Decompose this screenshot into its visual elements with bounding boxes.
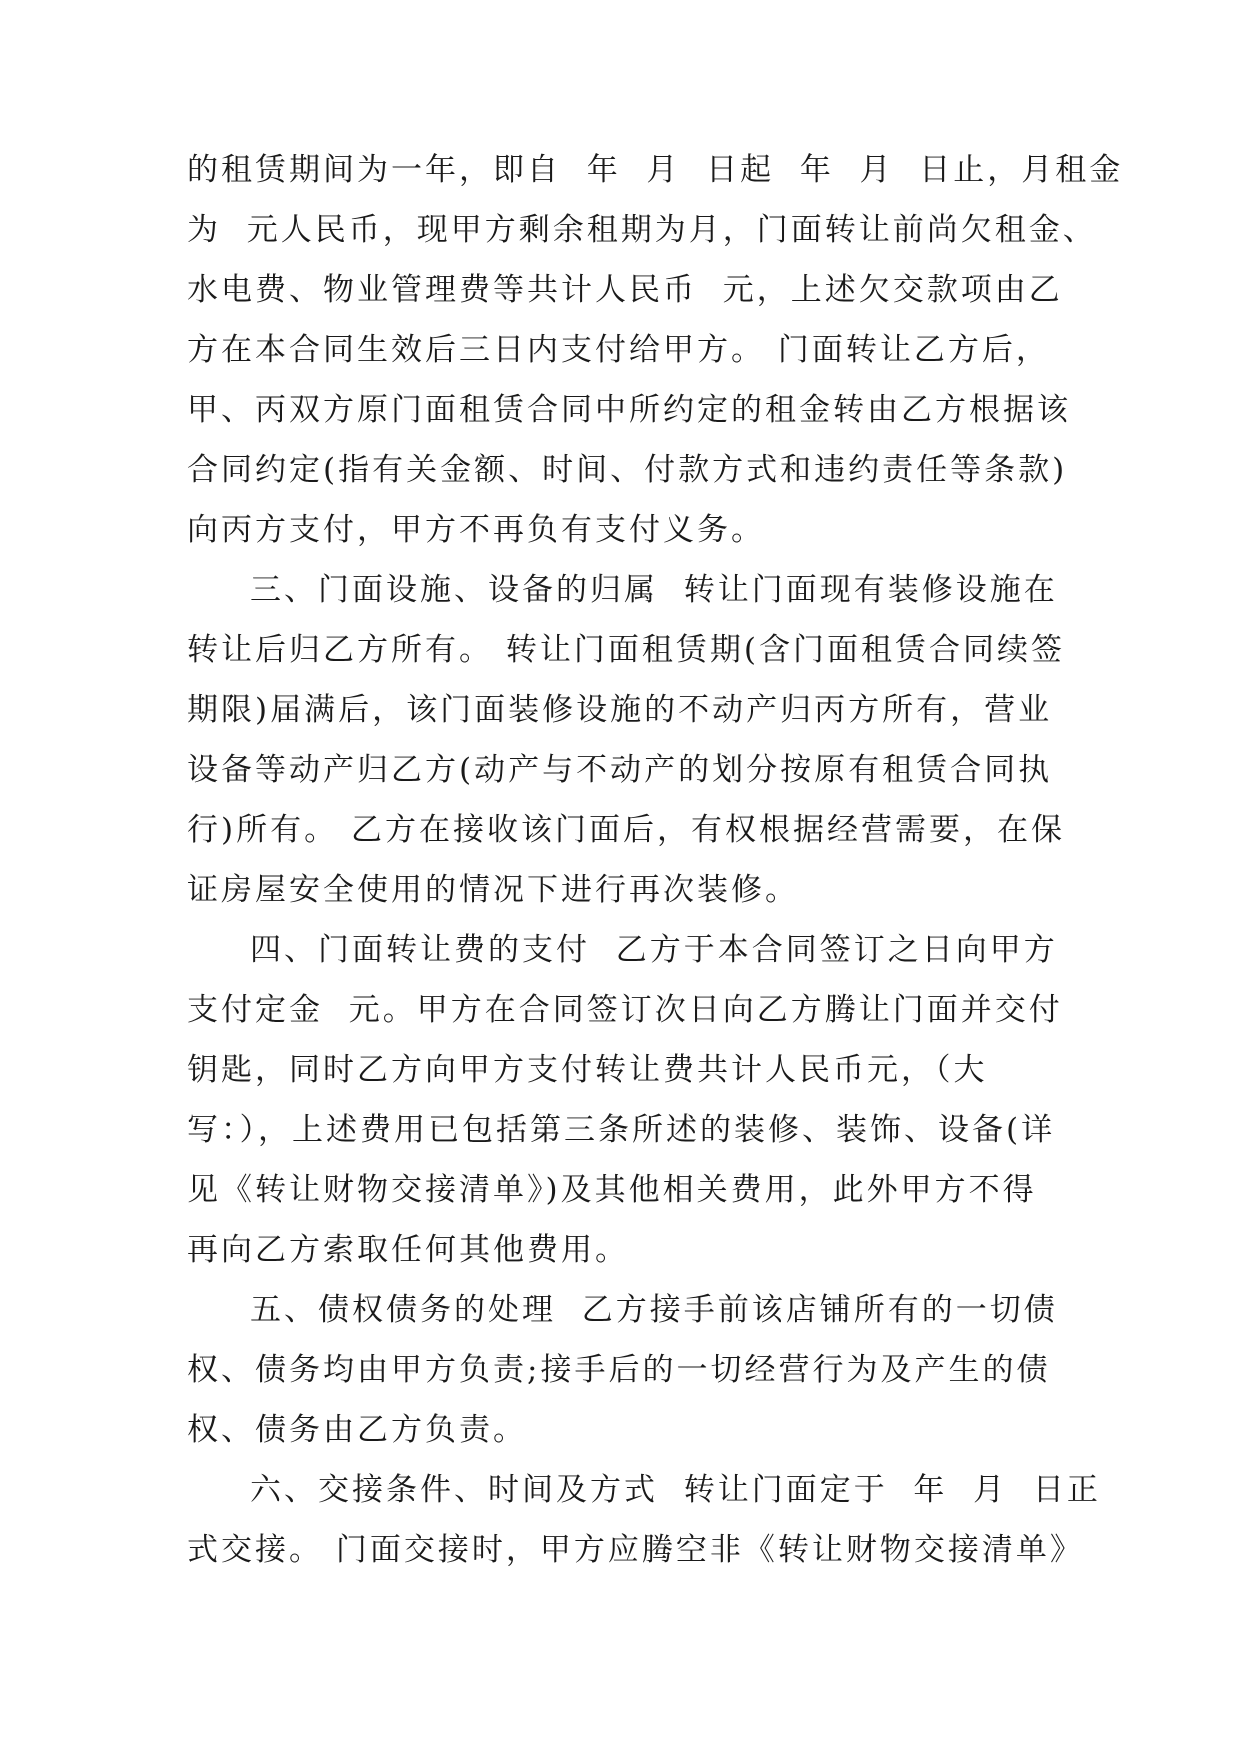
text-line: 向丙方支付，甲方不再负有支付义务。: [187, 512, 765, 548]
text-line: 行)所有。 乙方在接收该门面后，有权根据经营需要，在保: [187, 812, 1065, 848]
text-line: 钥匙，同时乙方向甲方支付转让费共计人民币元，（大: [187, 1052, 988, 1088]
text-line: 合同约定(指有关金额、时间、付款方式和违约责任等条款): [187, 452, 1068, 488]
text-line: 权、债务均由甲方负责;接手后的一切经营行为及产生的债: [187, 1352, 1051, 1388]
section-heading-line: 四、门面转让费的支付 乙方于本合同签订之日向甲方: [250, 932, 1058, 968]
text-line: 式交接。 门面交接时，甲方应腾空非《转让财物交接清单》: [187, 1532, 1084, 1568]
text-line: 设备等动产归乙方(动产与不动产的划分按原有租赁合同执: [187, 752, 1053, 788]
text-line: 支付定金 元。甲方在合同签订次日向乙方腾让门面并交付: [187, 992, 1063, 1028]
text-line: 证房屋安全使用的情况下进行再次装修。: [187, 872, 799, 908]
text-line: 水电费、物业管理费等共计人民币 元，上述欠交款项由乙: [187, 272, 1063, 308]
text-line: 写：），上述费用已包括第三条所述的装修、装饰、设备(详: [187, 1112, 1056, 1148]
section-heading-line: 三、门面设施、设备的归属 转让门面现有装修设施在: [250, 572, 1058, 608]
text-line: 见《转让财物交接清单》)及其他相关费用，此外甲方不得: [187, 1172, 1037, 1208]
text-line: 方在本合同生效后三日内支付给甲方。 门面转让乙方后，: [187, 332, 1050, 368]
text-line: 的租赁期间为一年，即自 年 月 日起 年 月 日止，月租金: [187, 152, 1124, 188]
text-line: 甲、丙双方原门面租赁合同中所约定的租金转由乙方根据该: [187, 392, 1071, 428]
section-heading-line: 五、债权债务的处理 乙方接手前该店铺所有的一切债: [250, 1292, 1058, 1328]
text-line: 转让后归乙方所有。 转让门面租赁期(含门面租赁合同续签: [187, 632, 1065, 668]
text-line: 为 元人民币，现甲方剩余租期为月，门面转让前尚欠租金、: [187, 212, 1097, 248]
text-line: 期限)届满后，该门面装修设施的不动产归丙方所有，营业: [187, 692, 1053, 728]
text-line: 权、债务由乙方负责。: [187, 1412, 527, 1448]
section-heading-line: 六、交接条件、时间及方式 转让门面定于 年 月 日正: [250, 1472, 1101, 1508]
text-line: 再向乙方索取任何其他费用。: [187, 1232, 629, 1268]
